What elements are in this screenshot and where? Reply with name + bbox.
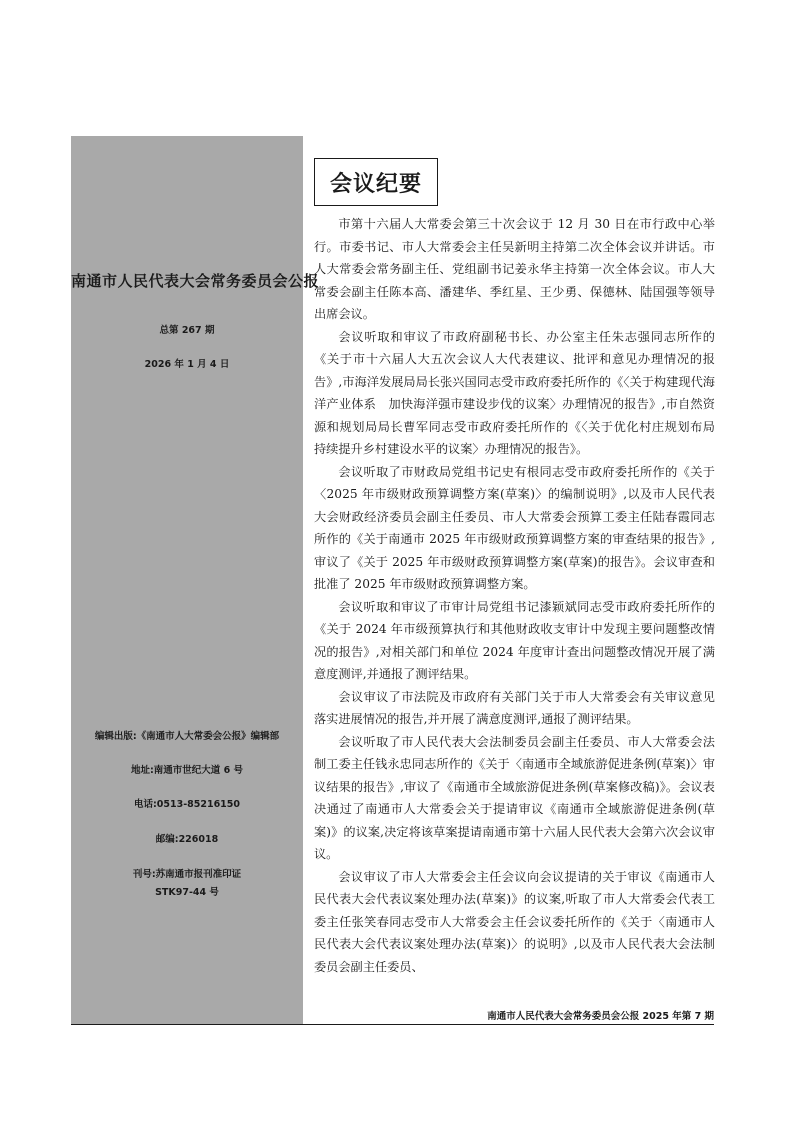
article-paragraph: 会议听取和审议了市审计局党组书记漆颖斌同志受市政府委托所作的《关于 2024 年市级预算执行和其他财政收支审计中发现主要问题整改情况的报告》,对相关部门和单位 2024 年度审计查出问题整改情况开展了满意度测评,并通报了测评结果。 — [314, 599, 715, 681]
article-body — [314, 213, 728, 978]
permit-info-line2: STK97-44 号 — [155, 887, 219, 898]
phone-info: 电话:0513-85216150 — [133, 799, 241, 810]
footer-divider — [71, 1024, 714, 1025]
article-paragraph: 会议听取和审议了市政府副秘书长、办公室主任朱志强同志所作的《关于市十六届人大五次会议人大代表建议、批评和意见办理情况的报告》,市海洋发展局局长张兴国同志受市政府委托所作的《〈关于构建现代海洋产业体系 加快海洋强市建设步伐的议案〉办理情况的报告》,市自然资源和规划局局长曹军同志受市政府委托所作的《〈关于优化村庄规划布局 持续提升乡村建设水平的议案〉办理情况的报告》。 — [314, 329, 728, 456]
address-info: 地址:南通市世纪大道 6 号 — [130, 765, 244, 776]
article-paragraph: 会议听取了市财政局党组书记史有根同志受市政府委托所作的《关于〈2025 年市级财政预算调整方案(草案)〉的编制说明》,以及市人民代表大会财政经济委员会副主任委员、市人大常委会预算工委主任陆春霞同志所作的《关于南通市 2025 年市级财政预算调整方案的审查结果的报告》,审议了《关于 2025 年市级财政预算调整方案(草案)的报告》。会议审查和批准了 2025 年市级财政预算调整方案。 — [314, 464, 715, 591]
issue-date: 2026 年 1 月 4 日 — [144, 359, 230, 370]
permit-info-line1: 刊号:苏南通市报刊准印证 — [132, 869, 242, 880]
editor-info: 编辑出版:《南通市人大常委会公报》编辑部 — [94, 731, 280, 742]
postcode-info: 邮编:226018 — [155, 834, 219, 845]
article-paragraph: 会议审议了市法院及市政府有关部门关于市人大常委会有关审议意见落实进展情况的报告,并开展了满意度测评,通报了测评结果。 — [314, 689, 715, 726]
article-paragraph: 会议审议了市人大常委会主任会议向会议提请的关于审议《南通市人民代表大会代表议案处理办法(草案)》的议案,听取了市人大常委会代表工委主任张笑春同志受市人大常委会主任会议委托所作的《关于〈南通市人民代表大会代表议案处理办法(草案)〉的说明》,以及市人民代表大会法制委员会副主任委员、 — [314, 869, 715, 974]
article-paragraph: 市第十六届人大常委会第三十次会议于 12 月 30 日在市行政中心举行。市委书记、市人大常委会主任吴新明主持第二次全体会议并讲话。市人大常委会常务副主任、党组副书记姜永华主持第一次全体会议。市人大常委会副主任陈本高、潘建华、季红星、王少勇、保德林、陆国强等领导出席会议。 — [314, 217, 715, 321]
footer-running-title: 南通市人民代表大会常务委员会公报 2025 年第 7 期 — [487, 1011, 714, 1022]
journal-title: 南通市人民代表大会常务委员会公报 — [71, 272, 320, 290]
article-paragraph: 会议听取了市人民代表大会法制委员会副主任委员、市人大常委会法制工委主任钱永忠同志所作的《关于〈南通市全域旅游促进条例(草案)〉审议结果的报告》,审议了《南通市全域旅游促进条例(草案修改稿)》。会议表决通过了南通市人大常委会关于提请审议《南通市全域旅游促进条例(草案)》的议案,决定将该草案提请南通市第十六届人民代表大会第六次会议审议。 — [314, 734, 715, 861]
issue-total: 总第 267 期 — [159, 325, 215, 336]
article-heading: 会议纪要 — [329, 170, 422, 197]
article-heading-box — [314, 158, 438, 206]
